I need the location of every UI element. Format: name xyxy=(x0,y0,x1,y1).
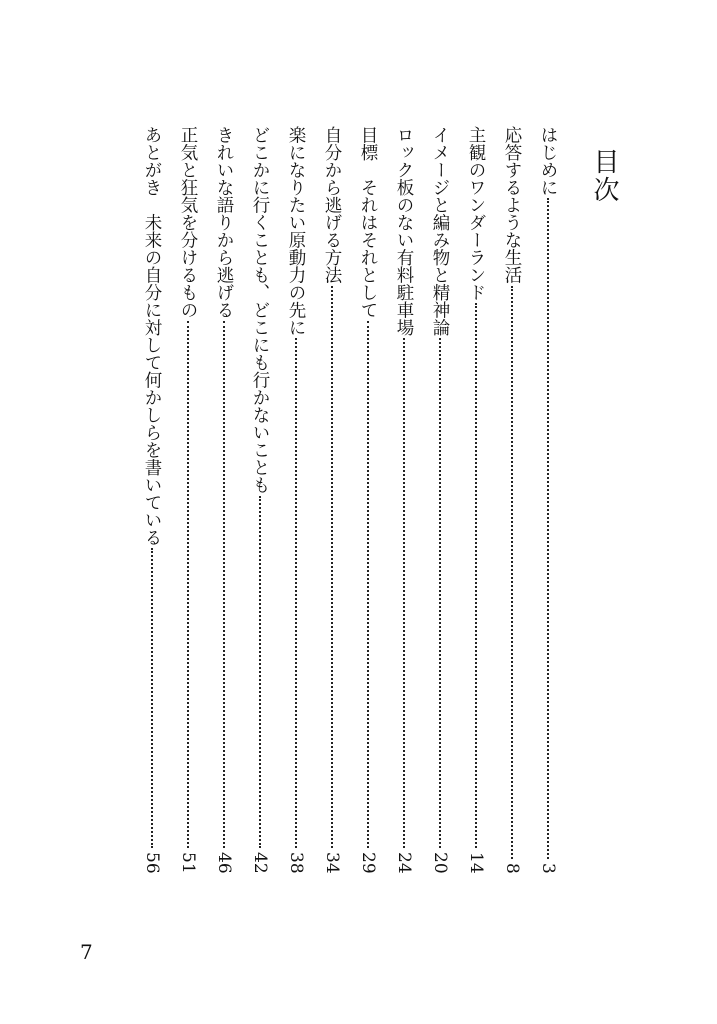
toc-entry-title: 自分から逃げる方法 xyxy=(322,126,342,284)
toc-entry-title: イメージと編み物と精神論 xyxy=(430,126,450,336)
dot-leader xyxy=(547,198,549,859)
dot-leader xyxy=(331,286,333,849)
toc-entry-page: 34 xyxy=(322,852,342,874)
toc-entry-title: ロック板のない有料駐車場 xyxy=(394,126,414,336)
dot-leader xyxy=(295,338,297,848)
toc-entry-page: 14 xyxy=(466,852,486,874)
toc-entry-page: 20 xyxy=(430,852,450,874)
toc-entry xyxy=(140,126,164,874)
toc-entry-page: 46 xyxy=(214,852,234,874)
toc-entry-title: あとがき 未来の自分に対して何かしらを書いている xyxy=(142,126,162,546)
dot-leader xyxy=(259,496,261,849)
toc-entry xyxy=(176,126,200,874)
dot-leader xyxy=(439,338,441,848)
toc-entry-title: 楽になりたい原動力の先に xyxy=(286,126,306,336)
toc-entry xyxy=(500,126,524,874)
dot-leader xyxy=(151,548,153,848)
toc-entry-page: 42 xyxy=(250,852,270,874)
toc-entry-page: 29 xyxy=(358,852,378,874)
toc-entry-page: 3 xyxy=(538,863,558,874)
dot-leader xyxy=(475,303,477,848)
toc-entry xyxy=(212,126,236,874)
dot-leader xyxy=(187,321,189,849)
toc-list xyxy=(140,126,560,874)
toc-entry-page: 24 xyxy=(394,852,414,874)
dot-leader xyxy=(511,286,513,860)
toc-entry xyxy=(248,126,272,874)
dot-leader xyxy=(403,338,405,848)
toc-entry xyxy=(536,126,560,874)
toc-entry-title: はじめに xyxy=(538,126,558,196)
toc-entry-page: 38 xyxy=(286,852,306,874)
toc-entry xyxy=(464,126,488,874)
dot-leader xyxy=(223,321,225,849)
toc-entry xyxy=(320,126,344,874)
toc-title: 目次 xyxy=(589,148,619,204)
toc-entry-page: 56 xyxy=(142,852,162,874)
toc-entry-page: 51 xyxy=(178,852,198,874)
toc-entry-title: 正気と狂気を分けるもの xyxy=(178,126,198,319)
toc-entry-title: きれいな語りから逃げる xyxy=(214,126,234,319)
toc-entry-title: 主観のワンダーランド xyxy=(466,126,486,301)
toc-entry-title: どこかに行くことも、どこにも行かないことも xyxy=(250,126,270,494)
page-number: 7 xyxy=(80,940,93,964)
dot-leader xyxy=(367,321,369,849)
toc-entry xyxy=(428,126,452,874)
toc-entry-title: 応答するような生活 xyxy=(502,126,522,284)
toc-entry-page: 8 xyxy=(502,863,522,874)
toc-entry xyxy=(356,126,380,874)
toc-entry xyxy=(392,126,416,874)
toc-entry xyxy=(284,126,308,874)
toc-entry-title: 目標 それはそれとして xyxy=(358,126,378,319)
